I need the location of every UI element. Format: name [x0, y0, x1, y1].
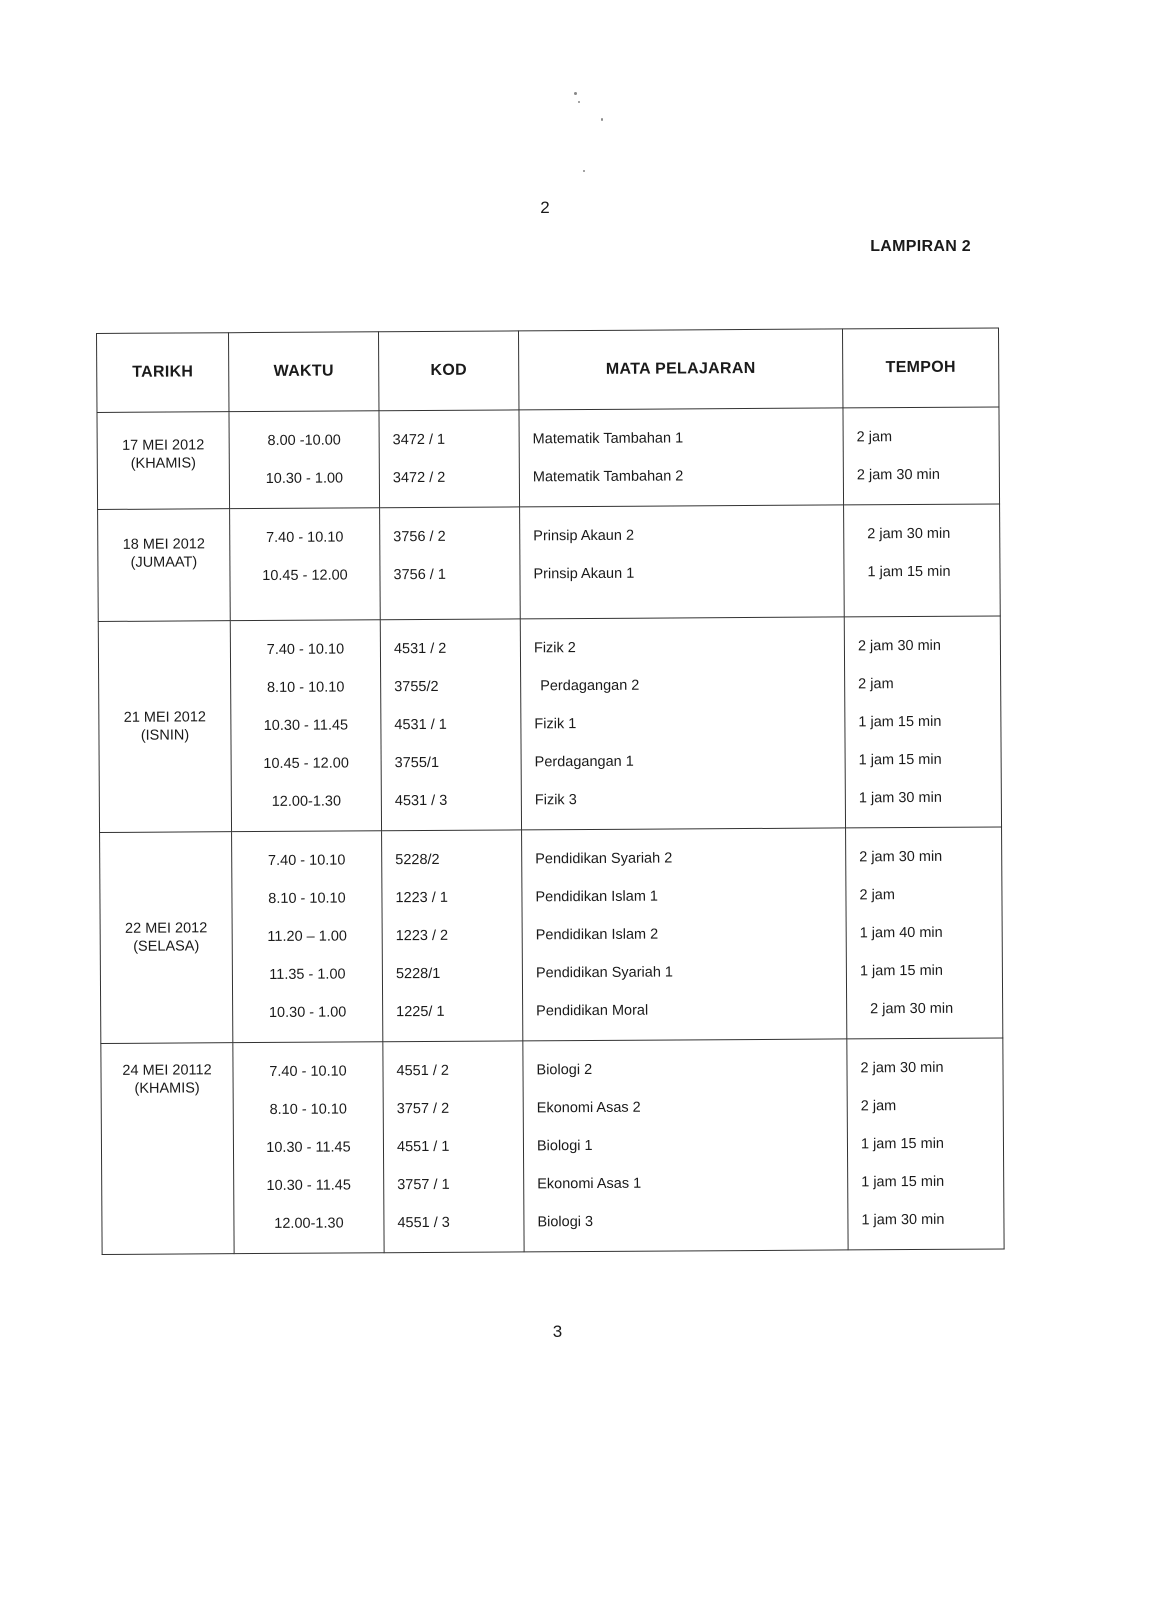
tempoh-value: 2 jam [860, 1098, 897, 1115]
kod-value: 3757 / 1 [397, 1176, 450, 1194]
date-text: 21 MEI 2012 [123, 708, 207, 726]
mata-pelajaran-cell [523, 1039, 848, 1252]
table-row [101, 1038, 1004, 1255]
page-number-top: 2 [540, 198, 550, 217]
waktu-cell [233, 1042, 384, 1254]
waktu-cell [230, 620, 381, 832]
kod-value: 1223 / 2 [395, 927, 449, 945]
tempoh-cell [844, 504, 1001, 617]
day-text: (JUMAAT) [130, 554, 198, 571]
table-row [98, 504, 1001, 622]
waktu-value: 10.30 - 1.00 [268, 1004, 347, 1021]
exam-schedule-table [96, 327, 1005, 1254]
date-text: 24 MEI 20112 [122, 1062, 212, 1079]
kod-value: 4551 / 3 [397, 1214, 450, 1232]
tempoh-value: 2 jam 30 min [859, 848, 943, 866]
header-tarikh: TARIKH [97, 333, 229, 413]
waktu-value: 10.30 - 1.00 [265, 470, 344, 487]
tempoh-value: 2 jam 30 min [857, 637, 941, 655]
waktu-value: 7.40 - 10.10 [267, 852, 346, 869]
kod-value: 4531 / 1 [394, 716, 447, 734]
tempoh-cell [846, 827, 1003, 1039]
waktu-value: 8.10 - 10.10 [269, 1101, 347, 1118]
waktu-value: 10.45 - 12.00 [262, 567, 348, 584]
header-kod: KOD [378, 331, 518, 411]
date-cell [101, 1043, 234, 1255]
tempoh-cell [847, 1038, 1004, 1250]
scan-speck [574, 92, 577, 95]
tempoh-value: 2 jam [858, 676, 894, 693]
kod-cell [379, 410, 520, 508]
waktu-value: 10.30 - 11.45 [266, 1139, 351, 1156]
waktu-value: 8.10 - 10.10 [268, 890, 346, 907]
date-cell [97, 412, 230, 510]
kod-value: 4551 / 2 [396, 1062, 449, 1080]
tempoh-value: 2 jam 30 min [860, 1059, 944, 1077]
tempoh-value: 1 jam 40 min [859, 924, 943, 942]
waktu-value: 7.40 - 10.10 [266, 641, 345, 658]
mata-pelajaran-value: Perdagangan 2 [540, 677, 640, 695]
mata-pelajaran-value: Pendidikan Islam 1 [535, 888, 659, 906]
mata-pelajaran-value: Biologi 1 [536, 1137, 593, 1155]
waktu-value: 10.45 - 12.00 [263, 755, 349, 772]
tempoh-value: 1 jam 15 min [860, 1135, 945, 1153]
waktu-value: 12.00-1.30 [271, 793, 342, 810]
mata-pelajaran-value: Fizik 1 [534, 716, 577, 733]
mata-pelajaran-value: Ekonomi Asas 1 [537, 1175, 642, 1193]
waktu-value: 7.40 - 10.10 [266, 529, 344, 546]
mata-pelajaran-value: Pendidikan Syariah 2 [535, 850, 673, 868]
waktu-cell [229, 411, 380, 509]
kod-value: 4551 / 1 [396, 1138, 450, 1156]
kod-value: 1225/ 1 [396, 1003, 445, 1021]
waktu-value: 8.00 -10.00 [267, 432, 341, 449]
tempoh-value: 2 jam [856, 429, 893, 446]
tempoh-value: 1 jam 15 min [859, 962, 943, 980]
day-text: (ISNIN) [140, 726, 190, 744]
tempoh-cell [843, 407, 1000, 505]
date-cell [100, 832, 233, 1044]
kod-value: 3757 / 2 [396, 1100, 450, 1118]
mata-pelajaran-value: Fizik 2 [533, 640, 576, 657]
waktu-value: 8.10 - 10.10 [266, 679, 345, 696]
mata-pelajaran-value: Ekonomi Asas 2 [536, 1099, 641, 1117]
tempoh-value: 1 jam 15 min [867, 563, 951, 581]
day-text: (KHAMIS) [134, 1080, 200, 1097]
tempoh-value: 2 jam 30 min [870, 1000, 954, 1018]
waktu-value: 11.35 - 1.00 [269, 966, 346, 983]
date-text: 18 MEI 2012 [122, 536, 205, 553]
header-waktu: WAKTU [229, 332, 379, 412]
waktu-value: 10.30 - 11.45 [263, 717, 349, 734]
kod-value: 1223 / 1 [395, 889, 448, 907]
mata-pelajaran-cell [522, 828, 847, 1041]
scan-speck [601, 118, 603, 121]
mata-pelajaran-cell [520, 505, 845, 619]
appendix-label: LAMPIRAN 2 [870, 238, 971, 255]
tempoh-value: 1 jam 30 min [858, 789, 942, 807]
day-text: (KHAMIS) [130, 455, 196, 472]
waktu-cell [232, 831, 383, 1043]
mata-pelajaran-value: Biologi 3 [537, 1213, 594, 1231]
kod-cell [380, 507, 521, 620]
scan-speck [583, 170, 585, 172]
kod-value: 4531 / 3 [394, 792, 448, 810]
tempoh-value: 2 jam 30 min [856, 466, 940, 484]
mata-pelajaran-value: Pendidikan Moral [536, 1002, 649, 1020]
header-mata-pelajaran: MATA PELAJARAN [518, 329, 842, 410]
table-row [100, 827, 1003, 1044]
kod-cell [383, 1041, 524, 1253]
table-header-row [97, 328, 999, 413]
tempoh-cell [844, 616, 1001, 828]
kod-value: 3756 / 1 [393, 566, 446, 584]
scan-speck [578, 101, 580, 103]
kod-value: 3756 / 2 [393, 528, 446, 546]
mata-pelajaran-value: Prinsip Akaun 1 [533, 565, 635, 583]
header-tempoh: TEMPOH [842, 328, 998, 408]
date-text: 22 MEI 2012 [124, 919, 208, 937]
kod-cell [380, 619, 521, 831]
kod-value: 5228/2 [395, 851, 440, 869]
mata-pelajaran-value: Pendidikan Islam 2 [535, 926, 659, 944]
page-number-bottom: 3 [552, 1322, 563, 1341]
kod-value: 3472 / 1 [392, 431, 446, 449]
table-row [98, 616, 1001, 833]
kod-value: 3472 / 2 [392, 469, 446, 487]
day-text: (SELASA) [133, 937, 200, 955]
waktu-value: 12.00-1.30 [274, 1215, 344, 1232]
kod-value: 4531 / 2 [393, 640, 447, 658]
mata-pelajaran-cell [520, 617, 845, 830]
waktu-cell [230, 508, 381, 621]
kod-value: 3755/2 [394, 678, 439, 696]
kod-cell [382, 830, 523, 1042]
tempoh-value: 1 jam 15 min [858, 751, 942, 769]
mata-pelajaran-value: Perdagangan 1 [534, 753, 634, 771]
mata-pelajaran-value: Prinsip Akaun 2 [533, 527, 635, 545]
mata-pelajaran-value: Pendidikan Syariah 1 [535, 964, 674, 982]
mata-pelajaran-value: Matematik Tambahan 1 [532, 430, 684, 448]
mata-pelajaran-value: Matematik Tambahan 2 [532, 468, 684, 486]
mata-pelajaran-value: Biologi 2 [536, 1061, 593, 1079]
waktu-value: 7.40 - 10.10 [269, 1063, 347, 1080]
tempoh-value: 1 jam 15 min [858, 713, 942, 731]
tempoh-value: 2 jam [859, 887, 895, 904]
date-text: 17 MEI 2012 [122, 437, 205, 454]
date-cell [98, 621, 231, 833]
tempoh-value: 1 jam 15 min [861, 1173, 945, 1191]
mata-pelajaran-value: Fizik 3 [534, 792, 577, 809]
table-row [97, 407, 1000, 510]
date-cell [98, 509, 231, 622]
kod-value: 5228/1 [395, 965, 441, 983]
mata-pelajaran-cell [519, 408, 844, 507]
tempoh-value: 1 jam 30 min [861, 1211, 945, 1229]
waktu-value: 11.20 – 1.00 [267, 928, 348, 945]
kod-value: 3755/1 [394, 754, 440, 772]
waktu-value: 10.30 - 11.45 [266, 1177, 351, 1194]
tempoh-value: 2 jam 30 min [867, 525, 951, 543]
